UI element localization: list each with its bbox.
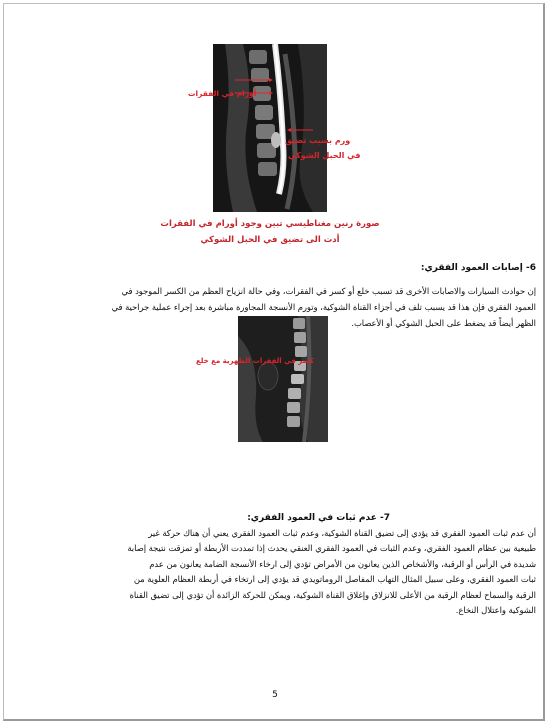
swelling-label-line1: ورم بسبب تضيق xyxy=(285,136,351,145)
section7-paragraph xyxy=(15,526,536,618)
paragraph-line: إن حوادث السيارات والاصابات الأخرى قد تسبب خلع أو كسر في الفقرات، وفي حالة انزياح العظم من الكسر الموجود في xyxy=(121,286,536,296)
mri-image xyxy=(213,44,327,212)
figure1-caption-line2: أدت الى تضيق في الحبل الشوكي xyxy=(200,235,340,245)
section-heading-spinal-instability: 7- عدم ثبات في العمود الفقري: xyxy=(247,513,390,523)
fracture-label: كسر في الفقرات الظهرية مع خلع xyxy=(196,357,314,365)
figure1-caption-line1: صورة رنين مغناطيسي تبين وجود أورام في الفقرات xyxy=(160,219,380,229)
paragraph-line: ثبات العمود الفقري، وعلى سبيل المثال التهاب المفاصل الروماتويدي قد يؤدي إلى ارتخاء في أربطة العظام العلوية من xyxy=(133,574,536,585)
paragraph-line: الظهر أيضاً قد يضغط على الحبل الشوكي أو الأعصاب. xyxy=(351,318,536,329)
paragraph-line: العمود الفقري فإن هذا قد يسبب تلف في أجزاء القناة الشوكية، وتورم الأنسجة المجاورة مباشرة بعد إجراء عملية جراحية في xyxy=(111,302,536,313)
tumors-label: أورام في الفقرات xyxy=(188,89,257,98)
ct-image xyxy=(238,316,328,442)
paragraph-line: الرقبة والسماح لعظام الرقبة من الأعلى للانزلاق وإغلاق القناة الشوكية، ويمكن للحركة الزائدة أن تؤدي إلى تضيق القناة xyxy=(129,589,536,600)
page-number: 5 xyxy=(272,690,278,700)
swelling-label-line2: في الحبل الشوكي xyxy=(288,151,361,160)
section-heading-spinal-injuries: 6- إصابات العمود الفقري: xyxy=(420,263,536,273)
paragraph-line: الشوكية واعتلال النخاع. xyxy=(455,605,536,616)
paragraph-line: شديدة في الرأس أو الرقبة، والأشخاص الذين يعانون من الأمراض تؤدي إلى ارخاء الأنسجة الضامة يعانون من عدم xyxy=(149,558,536,569)
paragraph-line: أن عدم ثبات العمود الفقري قد يؤدي إلى تضيق القناة الشوكية، وعدم ثبات العمود الفقري يعني أن هناك حركة غير xyxy=(148,528,536,538)
paragraph-line: طبيعية بين عظام العمود الفقري، وعدم الثبات في العمود الفقري العنقي يحدث إذا تمددت الأربطة أو تمزقت نتيجة إصابة xyxy=(127,543,536,554)
